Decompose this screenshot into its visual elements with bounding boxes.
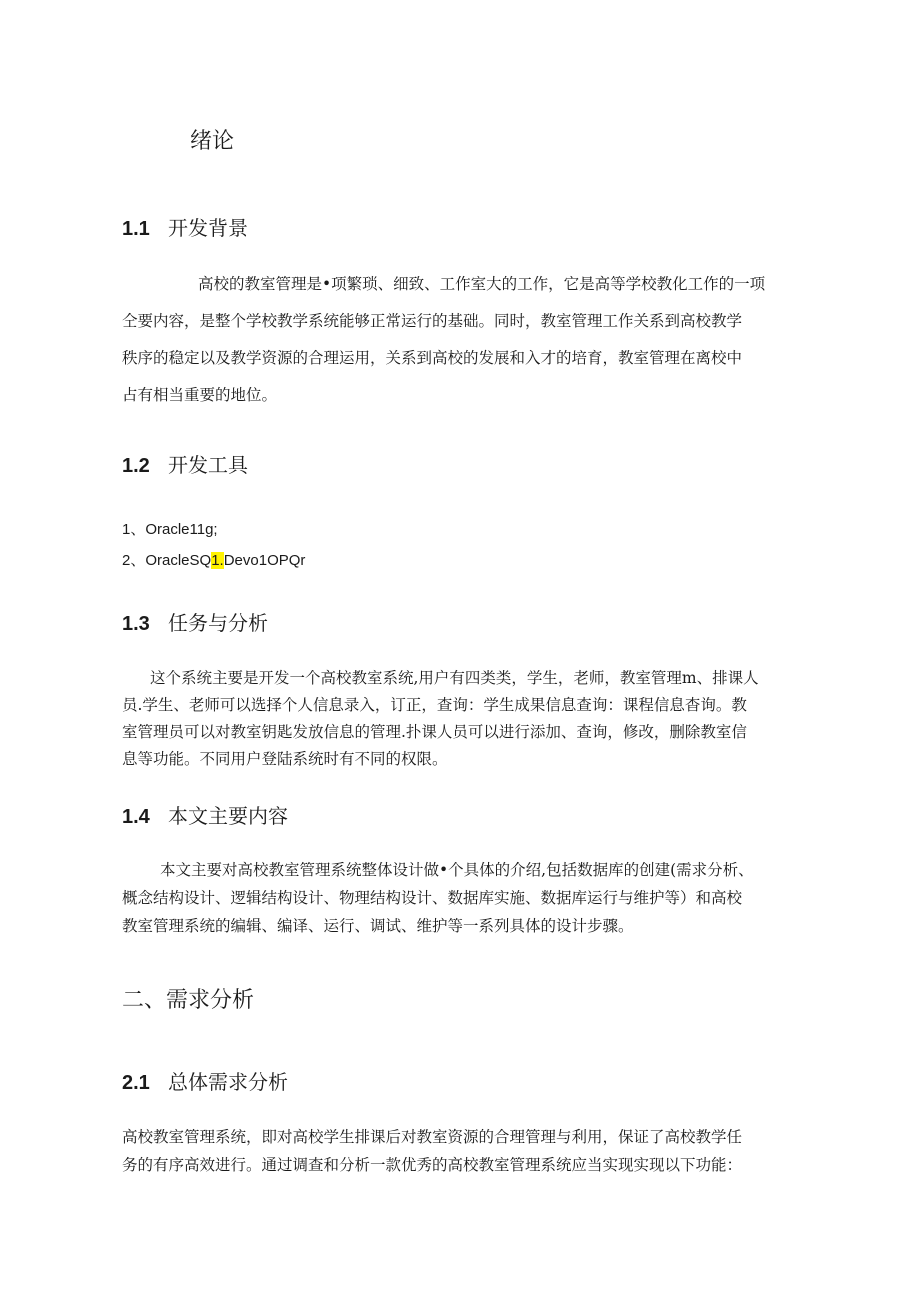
- section-heading-1-1: [122, 212, 248, 241]
- chapter-title-requirements: 二、需求分析: [122, 988, 255, 1013]
- paragraph-line: 这个系统主要是开发一个高校教室系统,用户有四类类，学生，老师，教室管理m、排课人: [150, 669, 759, 687]
- section-number: 1.4: [122, 806, 150, 828]
- section-heading-1-2: [122, 449, 248, 478]
- paragraph-line: 高校教室管理系统，即对高校学生排课后对教室资源的合理管理与利用，保证了高校教学任: [122, 1128, 743, 1146]
- chapter-title-introduction: 绪论: [190, 129, 235, 154]
- paragraph-line: 占有相当重要的地位。: [122, 386, 278, 404]
- section-number: 1.1: [122, 218, 150, 240]
- section-heading-2-1: [122, 1066, 288, 1095]
- section-title: 任务与分析: [168, 611, 268, 635]
- section-number: 1.3: [122, 613, 150, 635]
- tool-item-sql-developer: [122, 549, 305, 570]
- paragraph-line: 概念结构设计、逻辑结构设计、物理结构设计、数据库实施、数据库运行与维护等）和高校: [122, 889, 743, 907]
- section-number: 1.2: [122, 455, 150, 477]
- paragraph-line: 务的有序高效进行。通过调查和分析一款优秀的高校教室管理系统应当实现实现以下功能：: [122, 1156, 743, 1174]
- section-title: 本文主要内容: [168, 804, 288, 828]
- highlighted-text: 1.: [211, 552, 224, 569]
- paragraph-line: 员.学生、老师可以选择个人信息录入，订正，查询：学生成果信息查询：课程信息杳询。教: [122, 696, 747, 714]
- section-number: 2.1: [122, 1072, 150, 1094]
- section-title: 总体需求分析: [168, 1070, 288, 1094]
- tool-item-oracle: 1、Oracle11g;: [122, 521, 218, 538]
- tool-text: Devo1OPQr: [223, 552, 306, 569]
- paragraph-line: 室管理员可以对教室钥匙发放信息的管理.扑课人员可以进行添加、查询，修改，删除教室信: [122, 723, 747, 741]
- paragraph-line: 高校的教室管理是•项繁琐、细致、工作室大的工作，它是高等学校教化工作的一项: [198, 275, 766, 293]
- section-heading-1-3: [122, 607, 268, 636]
- section-title: 开发工具: [168, 453, 248, 477]
- paragraph-line: 息等功能。不同用户登陆系统时有不同的权限。: [122, 750, 448, 768]
- section-title: 开发背景: [168, 216, 248, 240]
- paragraph-line: 仝要内容，是整个学校教学系统能够正常运行的基础。同时，教室管理工作关系到高校教学: [122, 312, 743, 330]
- paragraph-line: 秩序的稳定以及教学资源的合理运用，关系到高校的发展和入才的培育，教室管理在离校中: [122, 349, 743, 367]
- section-heading-1-4: [122, 800, 288, 829]
- paragraph-line: 本文主要对高校教室管理系统整体设计做•个具体的介绍,包括数据库的创建(需求分析、: [160, 861, 754, 879]
- tool-text: 2、OracleSQ: [122, 552, 212, 569]
- paragraph-line: 教室管理系统的编辑、编译、运行、调试、维护等一系列具体的设计步骤。: [122, 917, 634, 935]
